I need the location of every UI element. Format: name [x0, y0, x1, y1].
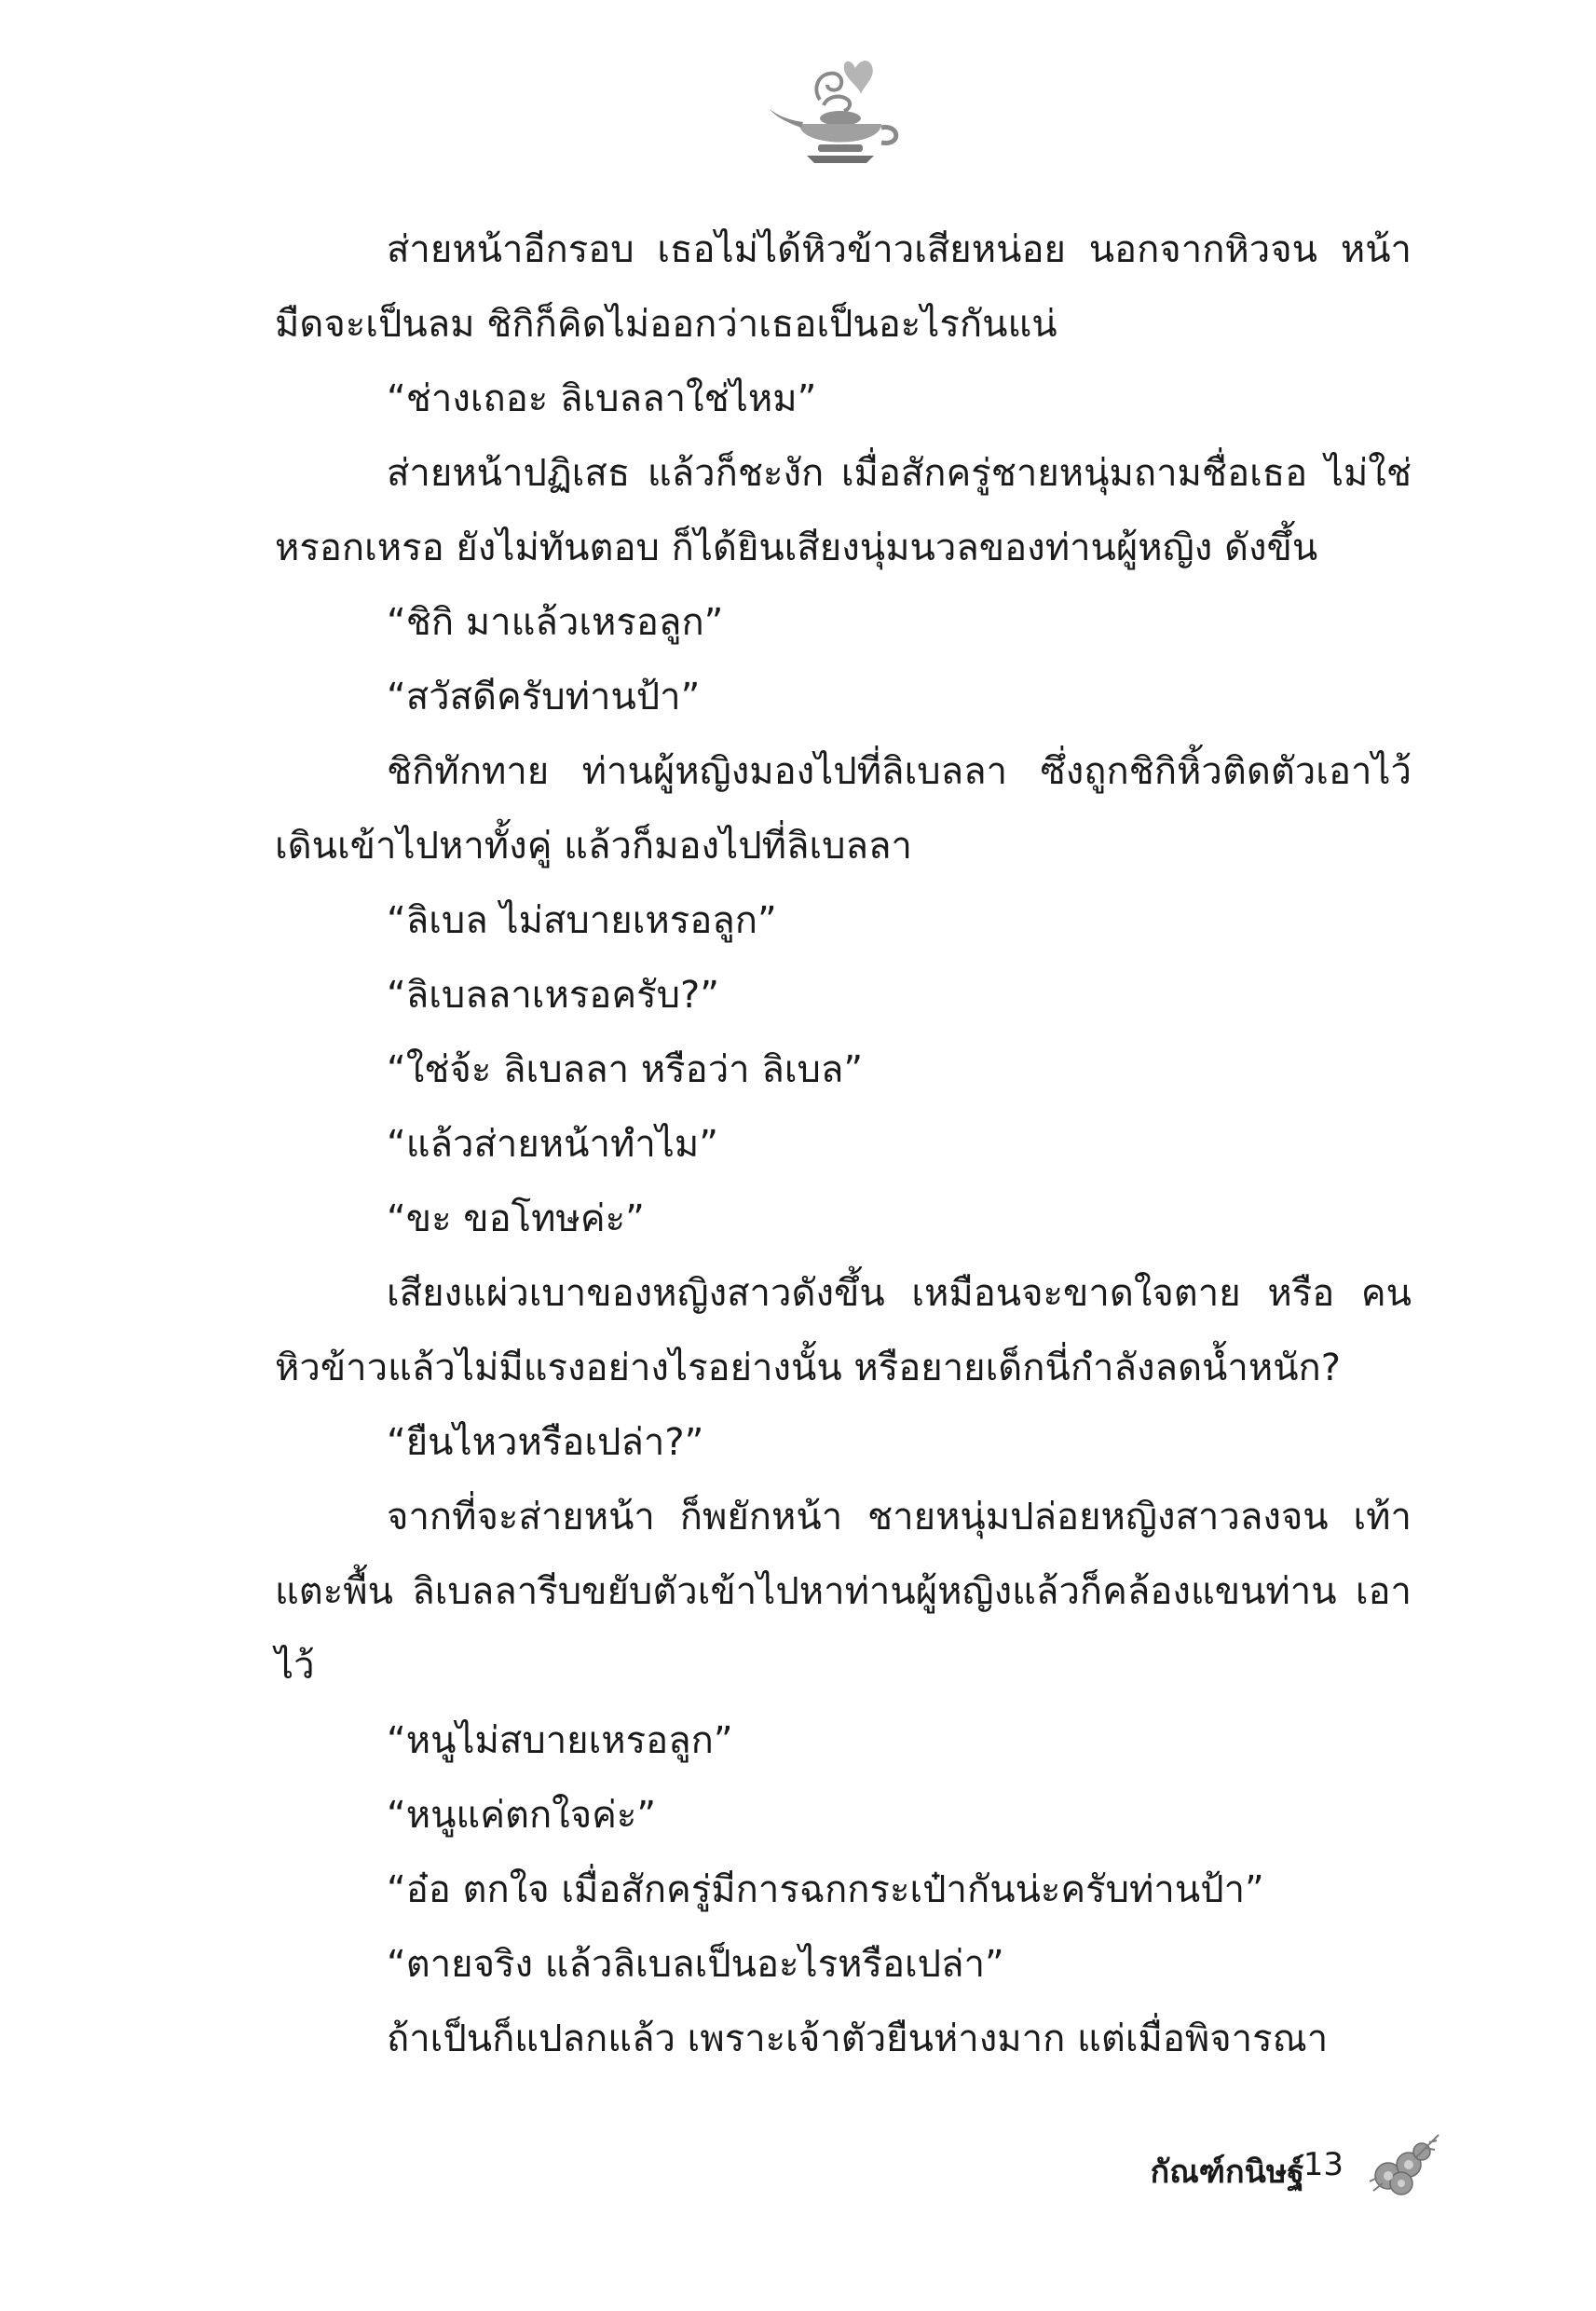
- paragraph: “แล้วส่ายหน้าทำไม”: [387, 1123, 718, 1166]
- paragraph: “ตายจริง แล้วลิเบลเป็นอะไรหรือเปล่า”: [387, 1943, 1004, 1986]
- paragraph: “ใช่จ้ะ ลิเบลลา หรือว่า ลิเบล”: [387, 1048, 864, 1091]
- paragraph: จากที่จะส่ายหน้า ก็พยักหน้า ชายหนุ่มปล่อยหญิงสาวลงจน เท้าแตะพื้น ลิเบลลารีบขยับตัวเข้าไปหาท่านผู้หญิงแล้วก็คล้องแขนท่าน เอาไว้: [275, 1496, 1412, 1688]
- paragraph: “ลิเบลลาเหรอครับ?”: [387, 974, 719, 1017]
- paragraph: ถ้าเป็นก็แปลกแล้ว เพราะเจ้าตัวยืนห่างมาก แต่เมื่อพิจารณา: [387, 2017, 1329, 2060]
- page-number: 13: [1303, 2146, 1344, 2183]
- paragraph: “สวัสดีครับท่านป้า”: [387, 676, 701, 718]
- paragraph: “ลิเบล ไม่สบายเหรอลูก”: [387, 899, 777, 942]
- paragraph: เสียงแผ่วเบาของหญิงสาวดังขึ้น เหมือนจะขาดใจตาย หรือ คนหิวข้าวแล้วไม่มีแรงอย่างไรอย่างนั้น หรือยายเด็กนี่กำลังลดน้ำหนัก?: [275, 1272, 1412, 1389]
- flower-icon: [1360, 2129, 1444, 2204]
- paragraph: “ช่างเถอะ ลิเบลลาใช่ไหม”: [387, 377, 817, 420]
- paragraph: “ยืนไหวหรือเปล่า?”: [387, 1421, 704, 1464]
- paragraph: ส่ายหน้าปฏิเสธ แล้วก็ชะงัก เมื่อสักครู่ชายหนุ่มถามชื่อเธอ ไม่ใช่หรอกเหรอ ยังไม่ทันตอบ ก็ได้ยินเสียงนุ่มนวลของท่านผู้หญิง ดังขึ้น: [275, 452, 1412, 569]
- paragraph: “ขะ ขอโทษค่ะ”: [387, 1197, 645, 1240]
- body-text: [275, 212, 1412, 2076]
- paragraph: “ชิกิ มาแล้วเหรอลูก”: [387, 601, 724, 644]
- page-footer: [1053, 2129, 1444, 2213]
- paragraph: ส่ายหน้าอีกรอบ เธอไม่ได้หิวข้าวเสียหน่อย นอกจากหิวจน หน้ามืดจะเป็นลม ชิกิก็คิดไม่ออกว่าเธอเป็นอะไรกันแน่: [275, 228, 1412, 346]
- footer-author: กัณฑ์กนิษฐ์: [1150, 2154, 1304, 2191]
- paragraph: ชิกิทักทาย ท่านผู้หญิงมองไปที่ลิเบลลา ซึ่งถูกชิกิหิ้วติดตัวเอาไว้ เดินเข้าไปหาทั้งคู่ แล้วก็มองไปที่ลิเบลลา: [275, 750, 1412, 868]
- genie-lamp-icon: [762, 51, 911, 172]
- paragraph: “หนูไม่สบายเหรอลูก”: [387, 1719, 733, 1762]
- paragraph: “หนูแค่ตกใจค่ะ”: [387, 1794, 657, 1837]
- paragraph: “อ๋อ ตกใจ เมื่อสักครู่มีการฉกกระเป๋ากันน่ะครับท่านป้า”: [387, 1868, 1264, 1911]
